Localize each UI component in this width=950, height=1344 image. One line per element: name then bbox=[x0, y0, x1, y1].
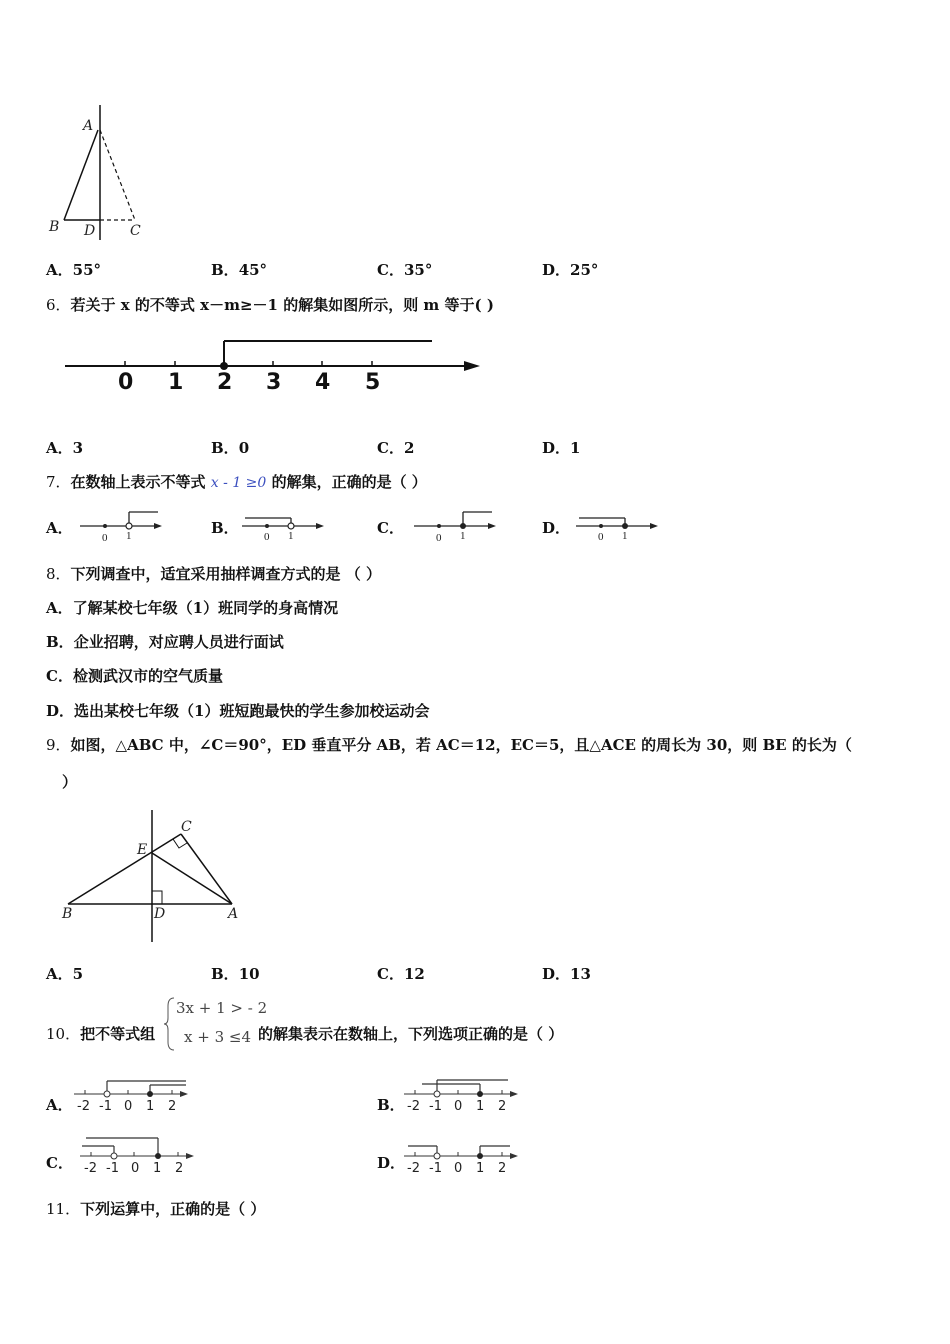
q7-option-a[interactable]: A． bbox=[46, 519, 73, 537]
svg-text:-1: -1 bbox=[106, 1161, 119, 1176]
q7-option-b-number-line[interactable] bbox=[240, 508, 330, 544]
question-9-text-cont: ） bbox=[62, 773, 78, 791]
svg-text:0: 0 bbox=[598, 531, 604, 543]
q5-option-d[interactable]: D．25° bbox=[542, 261, 599, 279]
point-label-d: D bbox=[84, 223, 96, 239]
q9-option-b[interactable]: B．10 bbox=[211, 965, 260, 983]
triangle-figure-q5 bbox=[40, 100, 170, 245]
svg-text:0: 0 bbox=[436, 532, 442, 544]
tick-label-1: 1 bbox=[168, 370, 184, 395]
q9-option-a[interactable]: A．5 bbox=[46, 965, 84, 983]
tick-label-0: 0 bbox=[118, 370, 134, 395]
q10-option-b-number-line[interactable] bbox=[402, 1076, 522, 1116]
question-9-text: 9．如图，△ABC 中，∠C＝90°，ED 垂直平分 AB，若 AC＝12，EC＝5，且△ACE 的周长为 30，则 BE 的长为（ bbox=[46, 736, 852, 754]
q10-option-b[interactable]: B． bbox=[377, 1096, 405, 1114]
svg-text:1: 1 bbox=[146, 1099, 155, 1114]
svg-text:1: 1 bbox=[476, 1161, 485, 1176]
svg-text:0: 0 bbox=[454, 1161, 463, 1176]
q6-option-d[interactable]: D．1 bbox=[542, 439, 581, 457]
q8-option-d[interactable]: D．选出某校七年级（1）班短跑最快的学生参加校运动会 bbox=[46, 702, 430, 720]
q7-option-c[interactable]: C． bbox=[377, 519, 404, 537]
q6-option-b[interactable]: B．0 bbox=[211, 439, 250, 457]
svg-text:1: 1 bbox=[288, 530, 294, 542]
point-label-d: D bbox=[154, 906, 166, 922]
q7-option-c-number-line[interactable] bbox=[412, 508, 502, 544]
point-label-b: B bbox=[49, 219, 60, 235]
q5-option-b[interactable]: B．45° bbox=[211, 261, 268, 279]
point-label-a: A bbox=[83, 118, 94, 134]
svg-text:2: 2 bbox=[498, 1099, 507, 1114]
q10-option-a[interactable]: A． bbox=[46, 1096, 73, 1114]
inequality-system-line2: x + 3 ≤4 bbox=[184, 1028, 251, 1046]
q7-option-b[interactable]: B． bbox=[211, 519, 239, 537]
svg-text:-2: -2 bbox=[407, 1099, 420, 1114]
svg-text:0: 0 bbox=[124, 1099, 133, 1114]
svg-text:-2: -2 bbox=[77, 1099, 90, 1114]
q9-option-c[interactable]: C．12 bbox=[377, 965, 425, 983]
triangle-figure-q9 bbox=[58, 805, 248, 950]
q8-option-b[interactable]: B．企业招聘，对应聘人员进行面试 bbox=[46, 633, 284, 651]
svg-text:1: 1 bbox=[460, 530, 466, 542]
point-label-c: C bbox=[130, 223, 141, 239]
inequality-system-line1: 3x + 1 > - 2 bbox=[176, 999, 268, 1017]
svg-text:1: 1 bbox=[126, 530, 132, 542]
svg-text:2: 2 bbox=[498, 1161, 507, 1176]
number-line-q6 bbox=[60, 335, 490, 395]
q10-option-c-number-line[interactable] bbox=[78, 1134, 198, 1176]
svg-text:-1: -1 bbox=[99, 1099, 112, 1114]
point-label-b: B bbox=[62, 906, 73, 922]
question-11-text: 11．下列运算中，正确的是（ ） bbox=[46, 1200, 266, 1218]
tick-label-5: 5 bbox=[365, 370, 381, 395]
svg-text:-2: -2 bbox=[407, 1161, 420, 1176]
q7-option-a-number-line[interactable] bbox=[78, 508, 168, 544]
q10-option-d-number-line[interactable] bbox=[402, 1136, 522, 1176]
tick-label-4: 4 bbox=[315, 370, 331, 395]
q10-option-c[interactable]: C． bbox=[46, 1154, 73, 1172]
q8-option-c[interactable]: C．检测武汉市的空气质量 bbox=[46, 667, 223, 685]
svg-text:-1: -1 bbox=[429, 1099, 442, 1114]
svg-text:0: 0 bbox=[264, 531, 270, 543]
inequality-system-brace bbox=[164, 996, 176, 1052]
question-6-text: 6．若关于 x 的不等式 x－m≥－1 的解集如图所示，则 m 等于( ) bbox=[46, 296, 494, 314]
q5-option-a[interactable]: A．55° bbox=[46, 261, 102, 279]
q7-formula: x - 1 ≥0 bbox=[210, 475, 267, 491]
question-10-text: 的解集表示在数轴上，下列选项正确的是（ ） bbox=[258, 1025, 564, 1043]
tick-label-3: 3 bbox=[266, 370, 282, 395]
point-label-c: C bbox=[181, 819, 192, 835]
tick-label-2: 2 bbox=[217, 370, 233, 395]
q10-option-d[interactable]: D． bbox=[377, 1154, 406, 1172]
q6-option-a[interactable]: A．3 bbox=[46, 439, 84, 457]
question-7-text: 7．在数轴上表示不等式 x - 1 ≥0 的解集，正确的是（ ） bbox=[46, 473, 427, 491]
svg-text:1: 1 bbox=[153, 1161, 162, 1176]
q7-option-d-number-line[interactable] bbox=[574, 508, 664, 544]
point-label-e: E bbox=[137, 842, 148, 858]
svg-text:0: 0 bbox=[131, 1161, 140, 1176]
svg-text:0: 0 bbox=[454, 1099, 463, 1114]
q5-option-c[interactable]: C．35° bbox=[377, 261, 433, 279]
q6-option-c[interactable]: C．2 bbox=[377, 439, 415, 457]
q10-option-a-number-line[interactable] bbox=[72, 1076, 192, 1116]
svg-text:-2: -2 bbox=[84, 1161, 97, 1176]
q7-option-d[interactable]: D． bbox=[542, 519, 571, 537]
svg-text:0: 0 bbox=[102, 532, 108, 544]
question-10-label: 10．把不等式组 bbox=[46, 1025, 156, 1043]
q9-option-d[interactable]: D．13 bbox=[542, 965, 591, 983]
q8-option-a[interactable]: A．了解某校七年级（1）班同学的身高情况 bbox=[46, 599, 339, 617]
question-8-text: 8．下列调查中，适宜采用抽样调查方式的是 （ ） bbox=[46, 565, 381, 583]
svg-text:1: 1 bbox=[622, 530, 628, 542]
svg-text:1: 1 bbox=[476, 1099, 485, 1114]
svg-text:-1: -1 bbox=[429, 1161, 442, 1176]
svg-text:2: 2 bbox=[168, 1099, 177, 1114]
point-label-a: A bbox=[228, 906, 239, 922]
svg-text:2: 2 bbox=[175, 1161, 184, 1176]
